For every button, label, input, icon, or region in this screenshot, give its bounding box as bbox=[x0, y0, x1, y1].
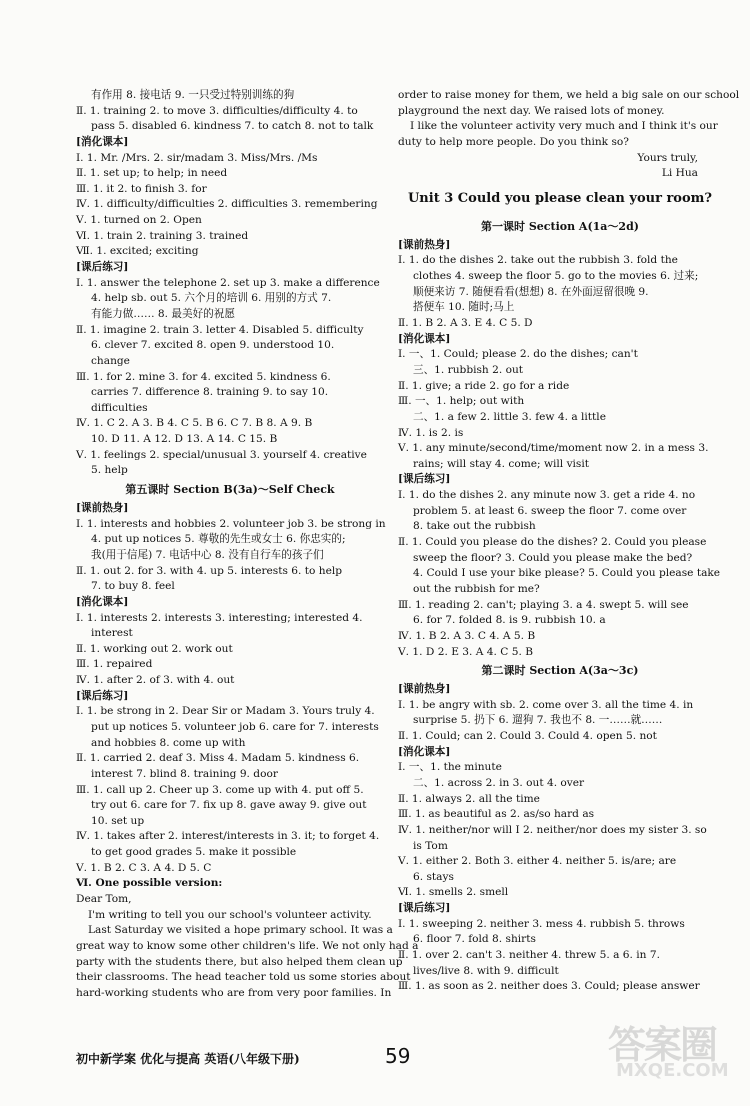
answer-line: 10. D 11. A 12. D 13. A 14. C 15. B bbox=[91, 433, 278, 446]
answer-line: Ⅰ. 1. be angry with sb. 2. come over 3. all the time 4. in bbox=[398, 698, 694, 711]
answer-line: Ⅰ. 1. be strong in 2. Dear Sir or Madam 3. Yours truly 4. bbox=[76, 705, 375, 718]
answer-line: Yours truly, bbox=[637, 151, 698, 164]
answer-line: 7. to buy 8. feel bbox=[91, 580, 175, 593]
answer-line: Ⅱ. 1. B 2. A 3. E 4. C 5. D bbox=[398, 317, 533, 330]
right-column bbox=[398, 88, 740, 995]
answer-line: interest bbox=[91, 627, 133, 640]
section-heading: 第一课时 Section A(1a～2d) bbox=[481, 219, 639, 233]
answer-line: their classrooms. The head teacher told us some stories about bbox=[76, 971, 411, 984]
answer-line: Ⅳ. 1. is 2. is bbox=[398, 426, 464, 439]
subsection-label: [课前热身] bbox=[398, 238, 451, 251]
answer-line: Ⅲ. 1. for 2. mine 3. for 4. excited 5. kindness 6. bbox=[76, 370, 331, 383]
answer-line: Ⅰ. 1. interests 2. interests 3. interesting; interested 4. bbox=[76, 611, 363, 624]
answer-line: 8. take out the rubbish bbox=[413, 520, 536, 533]
answer-line: I like the volunteer activity very much and I think it's our bbox=[410, 120, 718, 133]
answer-line: Ⅰ. 一、1. the minute bbox=[398, 761, 502, 774]
unit-heading: Unit 3 Could you please clean your room? bbox=[407, 190, 713, 206]
answer-line: Ⅶ. 1. excited; exciting bbox=[76, 245, 199, 258]
answer-line: rains; will stay 4. come; will visit bbox=[413, 457, 590, 470]
answer-line: difficulties bbox=[91, 401, 148, 414]
answer-line: and hobbies 8. come up with bbox=[91, 736, 246, 749]
answer-line: Last Saturday we visited a hope primary school. It was a bbox=[88, 924, 393, 937]
footer-book-title: 初中新学案 优化与提高 英语(八年级下册) bbox=[76, 1052, 300, 1066]
answer-line: Ⅳ. 1. B 2. A 3. C 4. A 5. B bbox=[398, 629, 536, 642]
answer-line: Ⅱ. 1. imagine 2. train 3. letter 4. Disabled 5. difficulty bbox=[76, 323, 364, 336]
answer-line: 三、1. rubbish 2. out bbox=[413, 363, 524, 376]
answer-line: Ⅱ. 1. training 2. to move 3. difficulties/difficulty 4. to bbox=[76, 104, 358, 117]
answer-line: problem 5. at least 6. sweep the floor 7. come over bbox=[413, 504, 687, 517]
answer-line: 搭便车 10. 随时;马上 bbox=[413, 301, 515, 314]
answer-line: 6. stays bbox=[413, 870, 454, 883]
answer-line: Ⅱ. 1. working out 2. work out bbox=[76, 642, 233, 655]
answer-line: Ⅱ. 1. always 2. all the time bbox=[398, 792, 540, 805]
answer-line: lives/live 8. with 9. difficult bbox=[413, 964, 559, 977]
section-heading: 第二课时 Section A(3a～3c) bbox=[481, 664, 639, 678]
page-number: 59 bbox=[385, 1044, 411, 1068]
answer-line: 有能力做…… 8. 最美好的祝愿 bbox=[91, 307, 235, 320]
subsection-label: [消化课本] bbox=[76, 595, 129, 608]
answer-line: Ⅰ. 1. do the dishes 2. take out the rubbish 3. fold the bbox=[398, 254, 678, 267]
answer-line: 4. Could I use your bike please? 5. Could you please take bbox=[413, 567, 721, 580]
answer-line: Ⅴ. 1. feelings 2. special/unusual 3. yourself 4. creative bbox=[76, 448, 367, 461]
watermark-logo bbox=[608, 1014, 743, 1086]
answer-line: Ⅳ. 1. difficulty/difficulties 2. difficulties 3. remembering bbox=[76, 198, 378, 211]
answer-line: party with the students there, but also helped them clean up bbox=[76, 955, 403, 968]
answer-line: Dear Tom, bbox=[76, 893, 132, 906]
subsection-label: [消化课本] bbox=[76, 135, 129, 148]
answer-line: pass 5. disabled 6. kindness 7. to catch 8. not to talk bbox=[91, 120, 374, 133]
answer-line: Ⅱ. 1. set up; to help; in need bbox=[76, 167, 228, 180]
answer-line: interest 7. blind 8. training 9. door bbox=[91, 767, 278, 780]
subsection-label: [课后练习] bbox=[398, 902, 451, 915]
answer-line: Ⅲ. 1. it 2. to finish 3. for bbox=[76, 182, 207, 195]
answer-line: hard-working students who are from very poor families. In bbox=[76, 986, 392, 999]
answer-line: Ⅵ. 1. train 2. training 3. trained bbox=[76, 229, 249, 242]
answer-line: carries 7. difference 8. training 9. to say 10. bbox=[91, 386, 329, 399]
answer-line: is Tom bbox=[413, 839, 448, 852]
answer-line: surprise 5. 扔下 6. 遛狗 7. 我也不 8. 一……就…… bbox=[413, 714, 663, 727]
answer-line: I'm writing to tell you our school's volunteer activity. bbox=[88, 908, 372, 921]
answer-line: Ⅲ. 1. repaired bbox=[76, 658, 153, 671]
answer-line: out the rubbish for me? bbox=[413, 582, 540, 595]
answer-line: Ⅴ. 1. any minute/second/time/moment now 2. in a mess 3. bbox=[398, 442, 709, 455]
subsection-label: [消化课本] bbox=[398, 745, 451, 758]
answer-line: Ⅲ. 1. as beautiful as 2. as/so hard as bbox=[398, 808, 595, 821]
watermark-text: 答案圈 bbox=[608, 1023, 717, 1067]
answer-line: duty to help more people. Do you think so? bbox=[398, 135, 629, 148]
answer-line: Ⅲ. 一、1. help; out with bbox=[398, 395, 525, 408]
answer-line: Ⅳ. 1. neither/nor will I 2. neither/nor does my sister 3. so bbox=[398, 823, 707, 836]
answer-line: Ⅲ. 1. call up 2. Cheer up 3. come up with 4. put off 5. bbox=[76, 783, 364, 796]
answer-line: try out 6. care for 7. fix up 8. gave away 9. give out bbox=[91, 799, 367, 812]
answer-line: playground the next day. We raised lots of money. bbox=[398, 104, 665, 117]
answer-line: 顺便来访 7. 随便看看(想想) 8. 在外面逗留很晚 9. bbox=[413, 285, 649, 298]
answer-line: sweep the floor? 3. Could you please make the bed? bbox=[413, 551, 693, 564]
answer-line: Ⅱ. 1. Could you please do the dishes? 2. Could you please bbox=[398, 536, 707, 549]
subsection-label: [课后练习] bbox=[76, 261, 129, 274]
answer-line: 我(用于信尾) 7. 电话中心 8. 没有自行车的孩子们 bbox=[91, 548, 324, 561]
answer-line: order to raise money for them, we held a big sale on our school bbox=[398, 89, 740, 101]
subsection-label: [课前热身] bbox=[76, 502, 129, 515]
answer-line: 二、1. a few 2. little 3. few 4. a little bbox=[413, 410, 606, 423]
subsection-label: [课后练习] bbox=[398, 473, 451, 486]
answer-line: Ⅳ. 1. takes after 2. interest/interests in 3. it; to forget 4. bbox=[76, 830, 380, 843]
answer-line: put up notices 5. volunteer job 6. care for 7. interests bbox=[91, 720, 379, 733]
answer-line: Ⅰ. 1. interests and hobbies 2. volunteer job 3. be strong in bbox=[76, 517, 386, 530]
answer-line: Ⅰ. 1. do the dishes 2. any minute now 3. get a ride 4. no bbox=[398, 489, 696, 502]
subsection-label: Ⅵ. One possible version: bbox=[76, 877, 223, 890]
answer-line: Ⅱ. 1. carried 2. deaf 3. Miss 4. Madam 5. kindness 6. bbox=[76, 752, 360, 765]
answer-line: Ⅱ. 1. give; a ride 2. go for a ride bbox=[398, 379, 570, 392]
section-heading: 第五课时 Section B(3a)～Self Check bbox=[125, 483, 335, 497]
answer-line: to get good grades 5. make it possible bbox=[91, 846, 297, 859]
answer-line: Ⅳ. 1. C 2. A 3. B 4. C 5. B 6. C 7. B 8. A 9. B bbox=[76, 417, 313, 430]
answer-line: Ⅴ. 1. B 2. C 3. A 4. D 5. C bbox=[76, 861, 212, 874]
answer-line: Ⅰ. 1. sweeping 2. neither 3. mess 4. rubbish 5. throws bbox=[398, 917, 685, 930]
answer-line: Ⅱ. 1. over 2. can't 3. neither 4. threw 5. a 6. in 7. bbox=[398, 949, 660, 962]
answer-line: Ⅴ. 1. either 2. Both 3. either 4. neither 5. is/are; are bbox=[398, 855, 677, 868]
answer-line: Ⅱ. 1. out 2. for 3. with 4. up 5. interests 6. to help bbox=[76, 564, 343, 577]
answer-line: 有作用 8. 接电话 9. 一只受过特别训练的狗 bbox=[91, 89, 295, 101]
answer-line: Ⅴ. 1. turned on 2. Open bbox=[76, 214, 202, 227]
answer-line: 5. help bbox=[91, 464, 128, 477]
subsection-label: [课后练习] bbox=[76, 689, 129, 702]
watermark-site: MXQE.COM bbox=[616, 1060, 729, 1081]
answer-line: Ⅳ. 1. after 2. of 3. with 4. out bbox=[76, 674, 235, 687]
answer-line: great way to know some other children's life. We not only had a bbox=[76, 939, 419, 952]
subsection-label: [课前热身] bbox=[398, 683, 451, 696]
answer-line: 6. for 7. folded 8. is 9. rubbish 10. a bbox=[413, 614, 606, 627]
answer-line: 6. clever 7. excited 8. open 9. understood 10. bbox=[91, 339, 335, 352]
answer-line: clothes 4. sweep the floor 5. go to the movies 6. 过来; bbox=[413, 270, 699, 283]
left-column bbox=[76, 88, 419, 1002]
answer-line: Ⅵ. 1. smells 2. smell bbox=[398, 886, 509, 899]
answer-line: Li Hua bbox=[661, 167, 698, 180]
answer-line: Ⅱ. 1. Could; can 2. Could 3. Could 4. open 5. not bbox=[398, 730, 657, 743]
subsection-label: [消化课本] bbox=[398, 332, 451, 345]
answer-line: Ⅴ. 1. D 2. E 3. A 4. C 5. B bbox=[398, 645, 533, 658]
answer-line: 4. put up notices 5. 尊敬的先生或女士 6. 你忠实的; bbox=[91, 533, 346, 546]
answer-line: 二、1. across 2. in 3. out 4. over bbox=[413, 776, 585, 789]
answer-line: Ⅰ. 1. Mr. /Mrs. 2. sir/madam 3. Miss/Mrs. /Ms bbox=[76, 151, 318, 164]
answer-line: 6. floor 7. fold 8. shirts bbox=[413, 933, 536, 946]
answer-line: change bbox=[91, 354, 130, 367]
answer-line: 4. help sb. out 5. 六个月的培训 6. 用别的方式 7. bbox=[91, 292, 332, 305]
answer-line: 10. set up bbox=[91, 814, 145, 827]
answer-line: Ⅰ. 一、1. Could; please 2. do the dishes; can't bbox=[398, 348, 638, 361]
answer-line: Ⅰ. 1. answer the telephone 2. set up 3. make a difference bbox=[76, 276, 380, 289]
answer-line: Ⅲ. 1. reading 2. can't; playing 3. a 4. swept 5. will see bbox=[398, 598, 689, 611]
answer-line: Ⅲ. 1. as soon as 2. neither does 3. Could; please answer bbox=[398, 980, 700, 993]
